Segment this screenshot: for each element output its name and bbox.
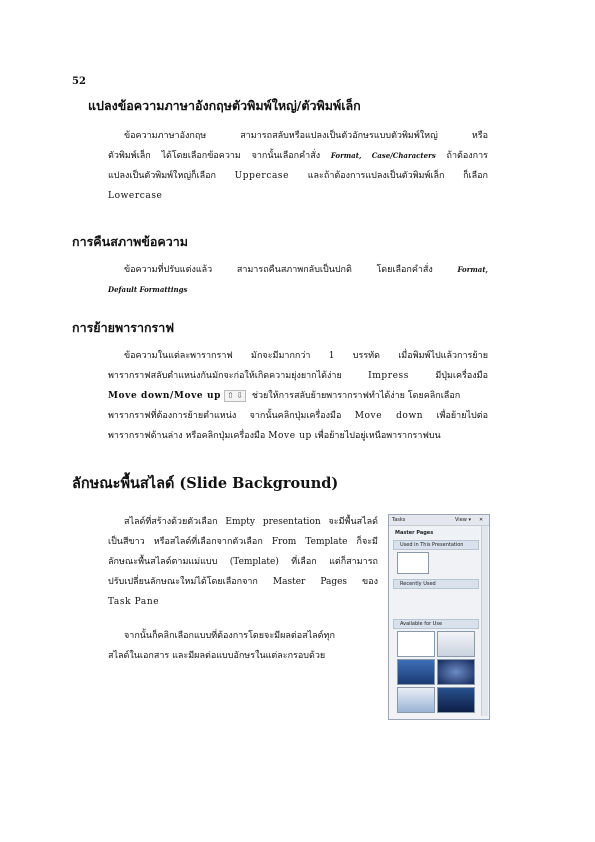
task-pane-titlebar <box>389 515 489 526</box>
slide-thumbnail[interactable] <box>397 631 435 657</box>
master-pages-header[interactable]: Master Pages <box>393 529 477 537</box>
task-pane-scrollbar[interactable] <box>481 526 488 716</box>
text-line: แปลงเป็นตัวพิมพ์ใหญ่ก็เลือก Uppercase และถ้าต้องการแปลงเป็นตัวพิมพ์เล็ก ก็เลือก <box>108 171 488 181</box>
text-line: ข้อความในแต่ละพารากราฟ มักจะมีมากกว่า 1 บรรทัด เมื่อพิมพ์ไปแล้วการย้าย <box>124 351 488 361</box>
recently-used-section[interactable]: Recently Used <box>393 579 479 589</box>
paragraph-move-paragraph <box>108 346 488 446</box>
text-line: Lowercase <box>108 191 163 201</box>
text-line: จากนั้นก็คลิกเลือกแบบที่ต้องการโดยจะมีผลต่อสไลด์ทุก <box>124 631 335 641</box>
page-number: 52 <box>72 76 86 87</box>
heading-move-paragraph: การย้ายพารากราฟ <box>72 320 175 335</box>
paragraph-restore-text <box>108 260 488 300</box>
slide-thumbnail[interactable] <box>437 631 475 657</box>
text-line: พารากราฟที่ต้องการย้ายตำแหน่ง จากนั้นคลิกปุ่มเครื่องมือ Move down เพื่อย้ายไปต่อ <box>108 411 488 421</box>
task-pane-screenshot <box>388 514 490 720</box>
used-in-presentation-section[interactable]: Used in This Presentation <box>393 540 479 550</box>
text-line: Default Formattings <box>108 285 188 294</box>
task-pane-title: Tasks <box>392 517 406 523</box>
view-menu[interactable]: View ▾ <box>455 517 471 523</box>
text-line: ปรับเปลี่ยนลักษณะใหม่ได้โดยเลือกจาก Master Pages ของ <box>108 577 378 587</box>
text-line: Task Pane <box>108 597 160 607</box>
text-line: พารากราฟสลับตำแหน่งกันมักจะก่อให้เกิดความยุ่งยากได้ง่าย Impress มีปุ่มเครื่องมือ <box>108 371 488 381</box>
paragraph-slide-background-2 <box>108 626 378 666</box>
slide-thumbnail[interactable] <box>397 659 435 685</box>
slide-thumbnail[interactable] <box>397 687 435 713</box>
slide-thumbnail[interactable] <box>397 552 429 574</box>
text-line: ตัวพิมพ์เล็ก ได้โดยเลือกข้อความ จากนั้นเลือกคำสั่ง Format, Case/Characters ถ้าต้องการ <box>108 151 488 161</box>
move-up-down-icon: ⇧ ⇩ <box>224 390 246 402</box>
heading-case-conversion: แปลงข้อความภาษาอังกฤษตัวพิมพ์ใหญ่/ตัวพิมพ์เล็ก <box>88 98 361 113</box>
text-line: ลักษณะพื้นสไลด์ตามแม่แบบ (Template) ที่เลือก แต่ก็สามารถ <box>108 557 378 567</box>
text-line: สไลด์ในเอกสาร และมีผลต่อแบบอักษรในแต่ละกรอบด้วย <box>108 651 326 661</box>
text-line: ข้อความที่ปรับแต่งแล้ว สามารถคืนสภาพกลับเป็นปกติ โดยเลือกคำสั่ง Format, <box>124 265 488 275</box>
paragraph-case-conversion <box>108 126 488 206</box>
text-line: เป็นสีขาว หรือสไลด์ที่เลือกจากตัวเลือก From Template ก็จะมี <box>108 537 378 547</box>
close-icon[interactable]: ✕ <box>479 517 484 523</box>
text-line: สไลด์ที่สร้างด้วยตัวเลือก Empty presentation จะมีพื้นสไลด์ <box>124 517 378 527</box>
text-line: Move down/Move up ⇧ ⇩ ช่วยให้การสลับย้ายพารากราฟทำได้ง่าย โดยคลิกเลือก <box>108 390 461 401</box>
text-line: พารากราฟด้านล่าง หรือคลิกปุ่มเครื่องมือ Move up เพื่อย้ายไปอยู่เหนือพารากราฟบน <box>108 431 441 441</box>
text-line: ข้อความภาษาอังกฤษ สามารถสลับหรือแปลงเป็นตัวอักษรแบบตัวพิมพ์ใหญ่ หรือ <box>124 131 488 141</box>
heading-restore-text: การคืนสภาพข้อความ <box>72 234 189 249</box>
available-for-use-section[interactable]: Available for Use <box>393 619 479 629</box>
heading-slide-background: ลักษณะพื้นสไลด์ (Slide Background) <box>72 475 339 492</box>
slide-thumbnail[interactable] <box>437 687 475 713</box>
paragraph-slide-background <box>108 512 378 612</box>
slide-thumbnail[interactable] <box>437 659 475 685</box>
